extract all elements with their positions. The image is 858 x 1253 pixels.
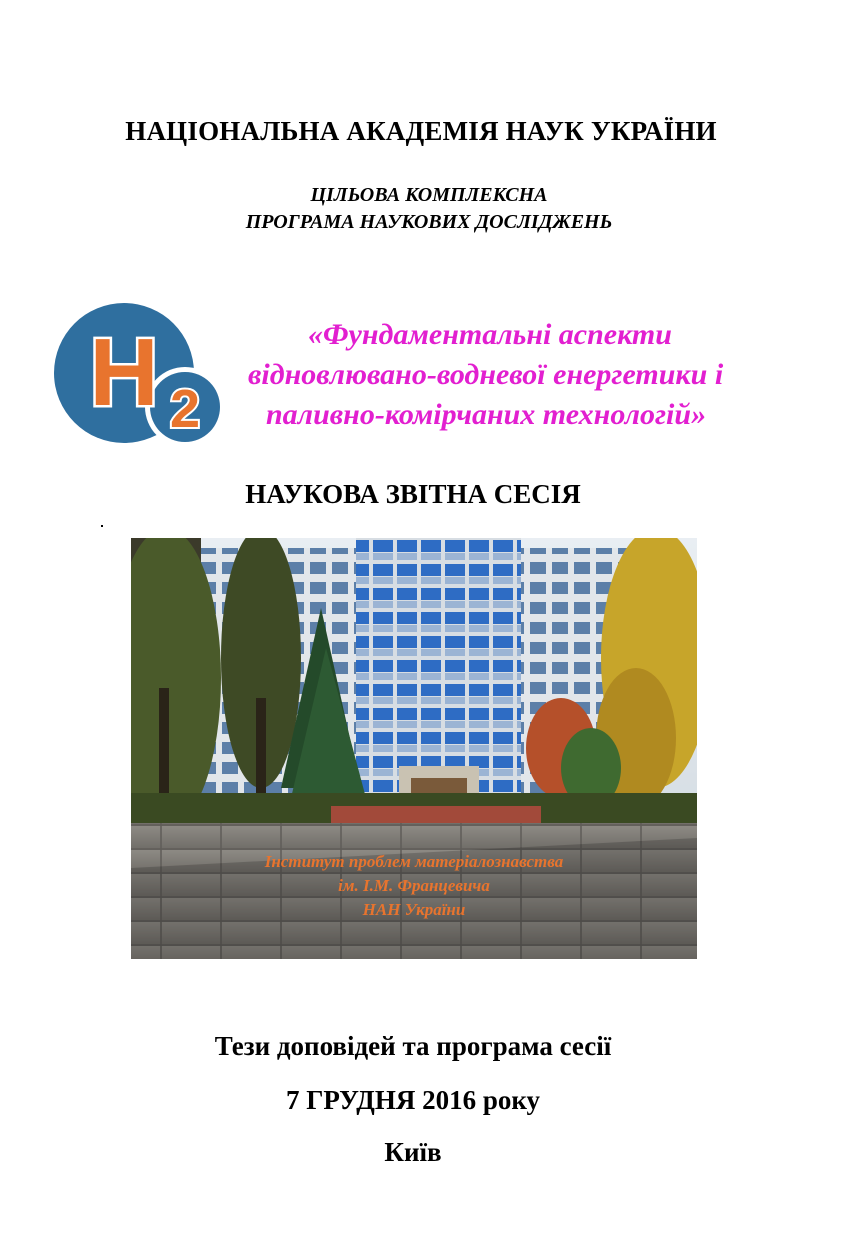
session-date: 7 ГРУДНЯ 2016 року: [285, 1085, 541, 1115]
h2-logo: [52, 303, 228, 445]
photo-caption-line2: ім. І.М. Францевича: [338, 876, 490, 895]
session-city: Київ: [384, 1137, 442, 1167]
theses-title: Тези доповідей та програма сесії: [214, 1031, 612, 1061]
h2-logo-graphic: [52, 303, 228, 445]
program-name-line2: відновлювано-водневої енергетики і: [248, 358, 724, 391]
stray-dot: [101, 525, 103, 527]
program-name-line1: «Фундаментальні аспекти: [308, 318, 672, 351]
session-title: НАУКОВА ЗВІТНА СЕСІЯ: [245, 479, 581, 509]
program-name-line3: паливно-комірчаних технологій»: [266, 398, 707, 431]
institute-photo-graphic: [131, 538, 697, 959]
program-type-line1: ЦІЛЬОВА КОМПЛЕКСНА: [310, 184, 548, 206]
academy-title: НАЦІОНАЛЬНА АКАДЕМІЯ НАУК УКРАЇНИ: [125, 116, 717, 146]
program-type-line2: ПРОГРАМА НАУКОВИХ ДОСЛІДЖЕНЬ: [245, 211, 613, 233]
photo-caption-line1: Інститут проблем матеріалознавства: [264, 852, 564, 871]
photo-caption-line3: НАН України: [362, 900, 466, 919]
logo-subscript: 2: [169, 379, 201, 439]
logo-letter: H: [89, 319, 159, 426]
institute-photo: [131, 538, 697, 959]
